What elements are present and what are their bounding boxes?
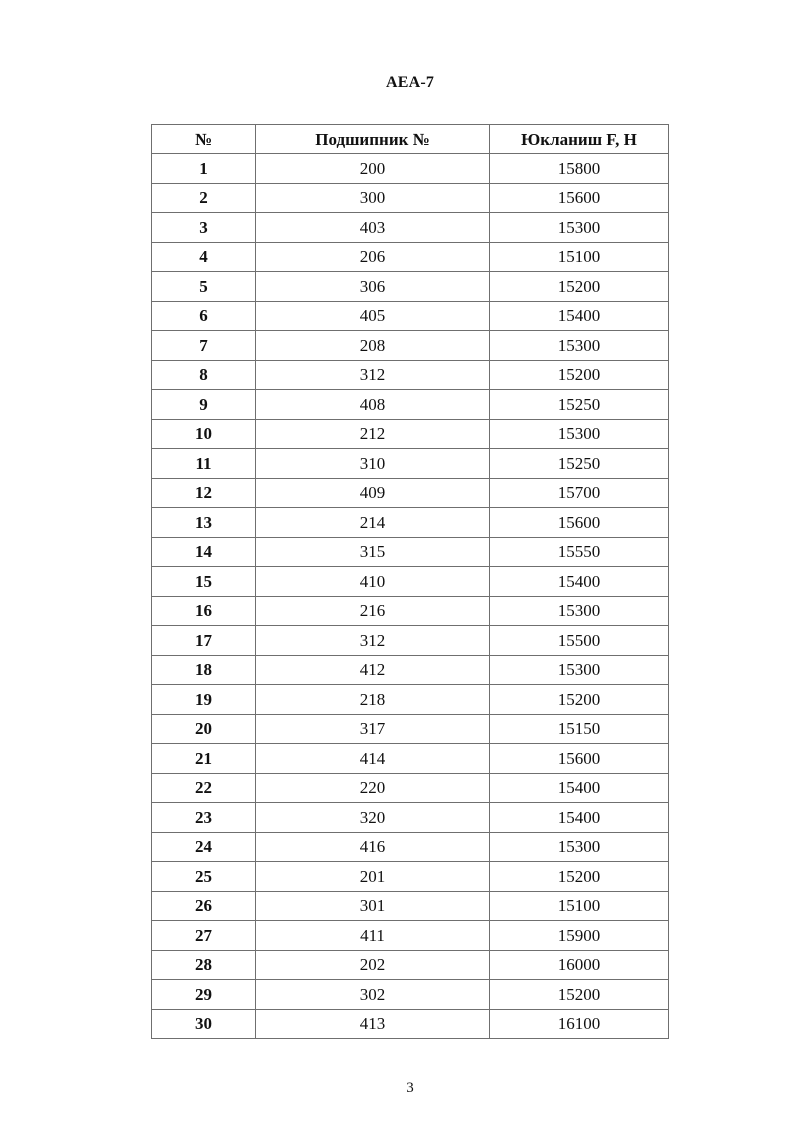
table-row <box>152 213 669 243</box>
table-row <box>152 891 669 921</box>
table-row <box>152 567 669 597</box>
bearing-cell: 216 <box>256 596 490 626</box>
row-number-cell: 14 <box>152 537 256 567</box>
table-row <box>152 596 669 626</box>
table-row <box>152 242 669 272</box>
row-number-cell: 29 <box>152 980 256 1010</box>
header-load: Юкланиш F, H <box>490 125 669 154</box>
bearing-cell: 405 <box>256 301 490 331</box>
bearing-cell: 218 <box>256 685 490 715</box>
row-number-cell: 9 <box>152 390 256 420</box>
load-cell: 15300 <box>490 213 669 243</box>
row-number-cell: 15 <box>152 567 256 597</box>
load-cell: 15400 <box>490 773 669 803</box>
load-cell: 15300 <box>490 419 669 449</box>
bearing-cell: 403 <box>256 213 490 243</box>
bearing-cell: 201 <box>256 862 490 892</box>
bearing-cell: 312 <box>256 626 490 656</box>
load-cell: 15600 <box>490 183 669 213</box>
load-cell: 15300 <box>490 596 669 626</box>
table-row <box>152 183 669 213</box>
load-cell: 15200 <box>490 685 669 715</box>
bearing-cell: 320 <box>256 803 490 833</box>
table-row <box>152 773 669 803</box>
load-cell: 15700 <box>490 478 669 508</box>
row-number-cell: 24 <box>152 832 256 862</box>
table-row <box>152 449 669 479</box>
table-row <box>152 1009 669 1039</box>
bearing-cell: 214 <box>256 508 490 538</box>
bearing-cell: 409 <box>256 478 490 508</box>
load-cell: 15500 <box>490 626 669 656</box>
bearing-cell: 413 <box>256 1009 490 1039</box>
header-number: № <box>152 125 256 154</box>
row-number-cell: 16 <box>152 596 256 626</box>
table-row <box>152 685 669 715</box>
row-number-cell: 8 <box>152 360 256 390</box>
bearing-cell: 208 <box>256 331 490 361</box>
row-number-cell: 26 <box>152 891 256 921</box>
load-cell: 15400 <box>490 567 669 597</box>
load-cell: 15600 <box>490 744 669 774</box>
row-number-cell: 28 <box>152 950 256 980</box>
row-number-cell: 2 <box>152 183 256 213</box>
table-row <box>152 980 669 1010</box>
bearing-cell: 300 <box>256 183 490 213</box>
row-number-cell: 21 <box>152 744 256 774</box>
bearing-cell: 206 <box>256 242 490 272</box>
load-cell: 15250 <box>490 449 669 479</box>
load-cell: 15300 <box>490 331 669 361</box>
bearing-cell: 412 <box>256 655 490 685</box>
table-body <box>152 154 669 1039</box>
bearing-cell: 310 <box>256 449 490 479</box>
load-cell: 16100 <box>490 1009 669 1039</box>
bearing-load-table-container <box>151 124 668 1039</box>
row-number-cell: 11 <box>152 449 256 479</box>
load-cell: 15800 <box>490 154 669 184</box>
row-number-cell: 19 <box>152 685 256 715</box>
table-row <box>152 419 669 449</box>
row-number-cell: 27 <box>152 921 256 951</box>
row-number-cell: 5 <box>152 272 256 302</box>
table-row <box>152 626 669 656</box>
bearing-cell: 200 <box>256 154 490 184</box>
bearing-cell: 212 <box>256 419 490 449</box>
table-row <box>152 508 669 538</box>
load-cell: 15300 <box>490 655 669 685</box>
bearing-cell: 408 <box>256 390 490 420</box>
bearing-cell: 202 <box>256 950 490 980</box>
table-row <box>152 360 669 390</box>
load-cell: 15600 <box>490 508 669 538</box>
load-cell: 15200 <box>490 272 669 302</box>
page-number: 3 <box>406 1080 414 1096</box>
load-cell: 15250 <box>490 390 669 420</box>
bearing-cell: 410 <box>256 567 490 597</box>
load-cell: 15100 <box>490 891 669 921</box>
load-cell: 15300 <box>490 832 669 862</box>
load-cell: 15900 <box>490 921 669 951</box>
table-row <box>152 537 669 567</box>
row-number-cell: 6 <box>152 301 256 331</box>
table-row <box>152 655 669 685</box>
bearing-cell: 306 <box>256 272 490 302</box>
load-cell: 15200 <box>490 980 669 1010</box>
bearing-cell: 220 <box>256 773 490 803</box>
table-row <box>152 832 669 862</box>
table-row <box>152 862 669 892</box>
row-number-cell: 25 <box>152 862 256 892</box>
table-header-row <box>152 125 669 154</box>
load-cell: 15100 <box>490 242 669 272</box>
table-row <box>152 950 669 980</box>
row-number-cell: 18 <box>152 655 256 685</box>
row-number-cell: 17 <box>152 626 256 656</box>
table-row <box>152 744 669 774</box>
bearing-cell: 302 <box>256 980 490 1010</box>
load-cell: 15200 <box>490 360 669 390</box>
document-title: AEA-7 <box>385 74 435 91</box>
header-bearing: Подшипник № <box>256 125 490 154</box>
bearing-cell: 301 <box>256 891 490 921</box>
row-number-cell: 1 <box>152 154 256 184</box>
table-row <box>152 331 669 361</box>
bearing-cell: 416 <box>256 832 490 862</box>
row-number-cell: 12 <box>152 478 256 508</box>
load-cell: 16000 <box>490 950 669 980</box>
row-number-cell: 13 <box>152 508 256 538</box>
bearing-cell: 312 <box>256 360 490 390</box>
bearing-load-table <box>151 124 669 1039</box>
load-cell: 15400 <box>490 301 669 331</box>
table-row <box>152 921 669 951</box>
table-row <box>152 803 669 833</box>
table-row <box>152 478 669 508</box>
row-number-cell: 20 <box>152 714 256 744</box>
load-cell: 15550 <box>490 537 669 567</box>
bearing-cell: 411 <box>256 921 490 951</box>
load-cell: 15150 <box>490 714 669 744</box>
bearing-cell: 315 <box>256 537 490 567</box>
table-row <box>152 714 669 744</box>
table-row <box>152 272 669 302</box>
table-header <box>152 125 669 154</box>
table-row <box>152 154 669 184</box>
row-number-cell: 23 <box>152 803 256 833</box>
row-number-cell: 10 <box>152 419 256 449</box>
row-number-cell: 3 <box>152 213 256 243</box>
row-number-cell: 7 <box>152 331 256 361</box>
row-number-cell: 30 <box>152 1009 256 1039</box>
load-cell: 15400 <box>490 803 669 833</box>
table-row <box>152 301 669 331</box>
bearing-cell: 317 <box>256 714 490 744</box>
row-number-cell: 22 <box>152 773 256 803</box>
table-row <box>152 390 669 420</box>
bearing-cell: 414 <box>256 744 490 774</box>
row-number-cell: 4 <box>152 242 256 272</box>
load-cell: 15200 <box>490 862 669 892</box>
